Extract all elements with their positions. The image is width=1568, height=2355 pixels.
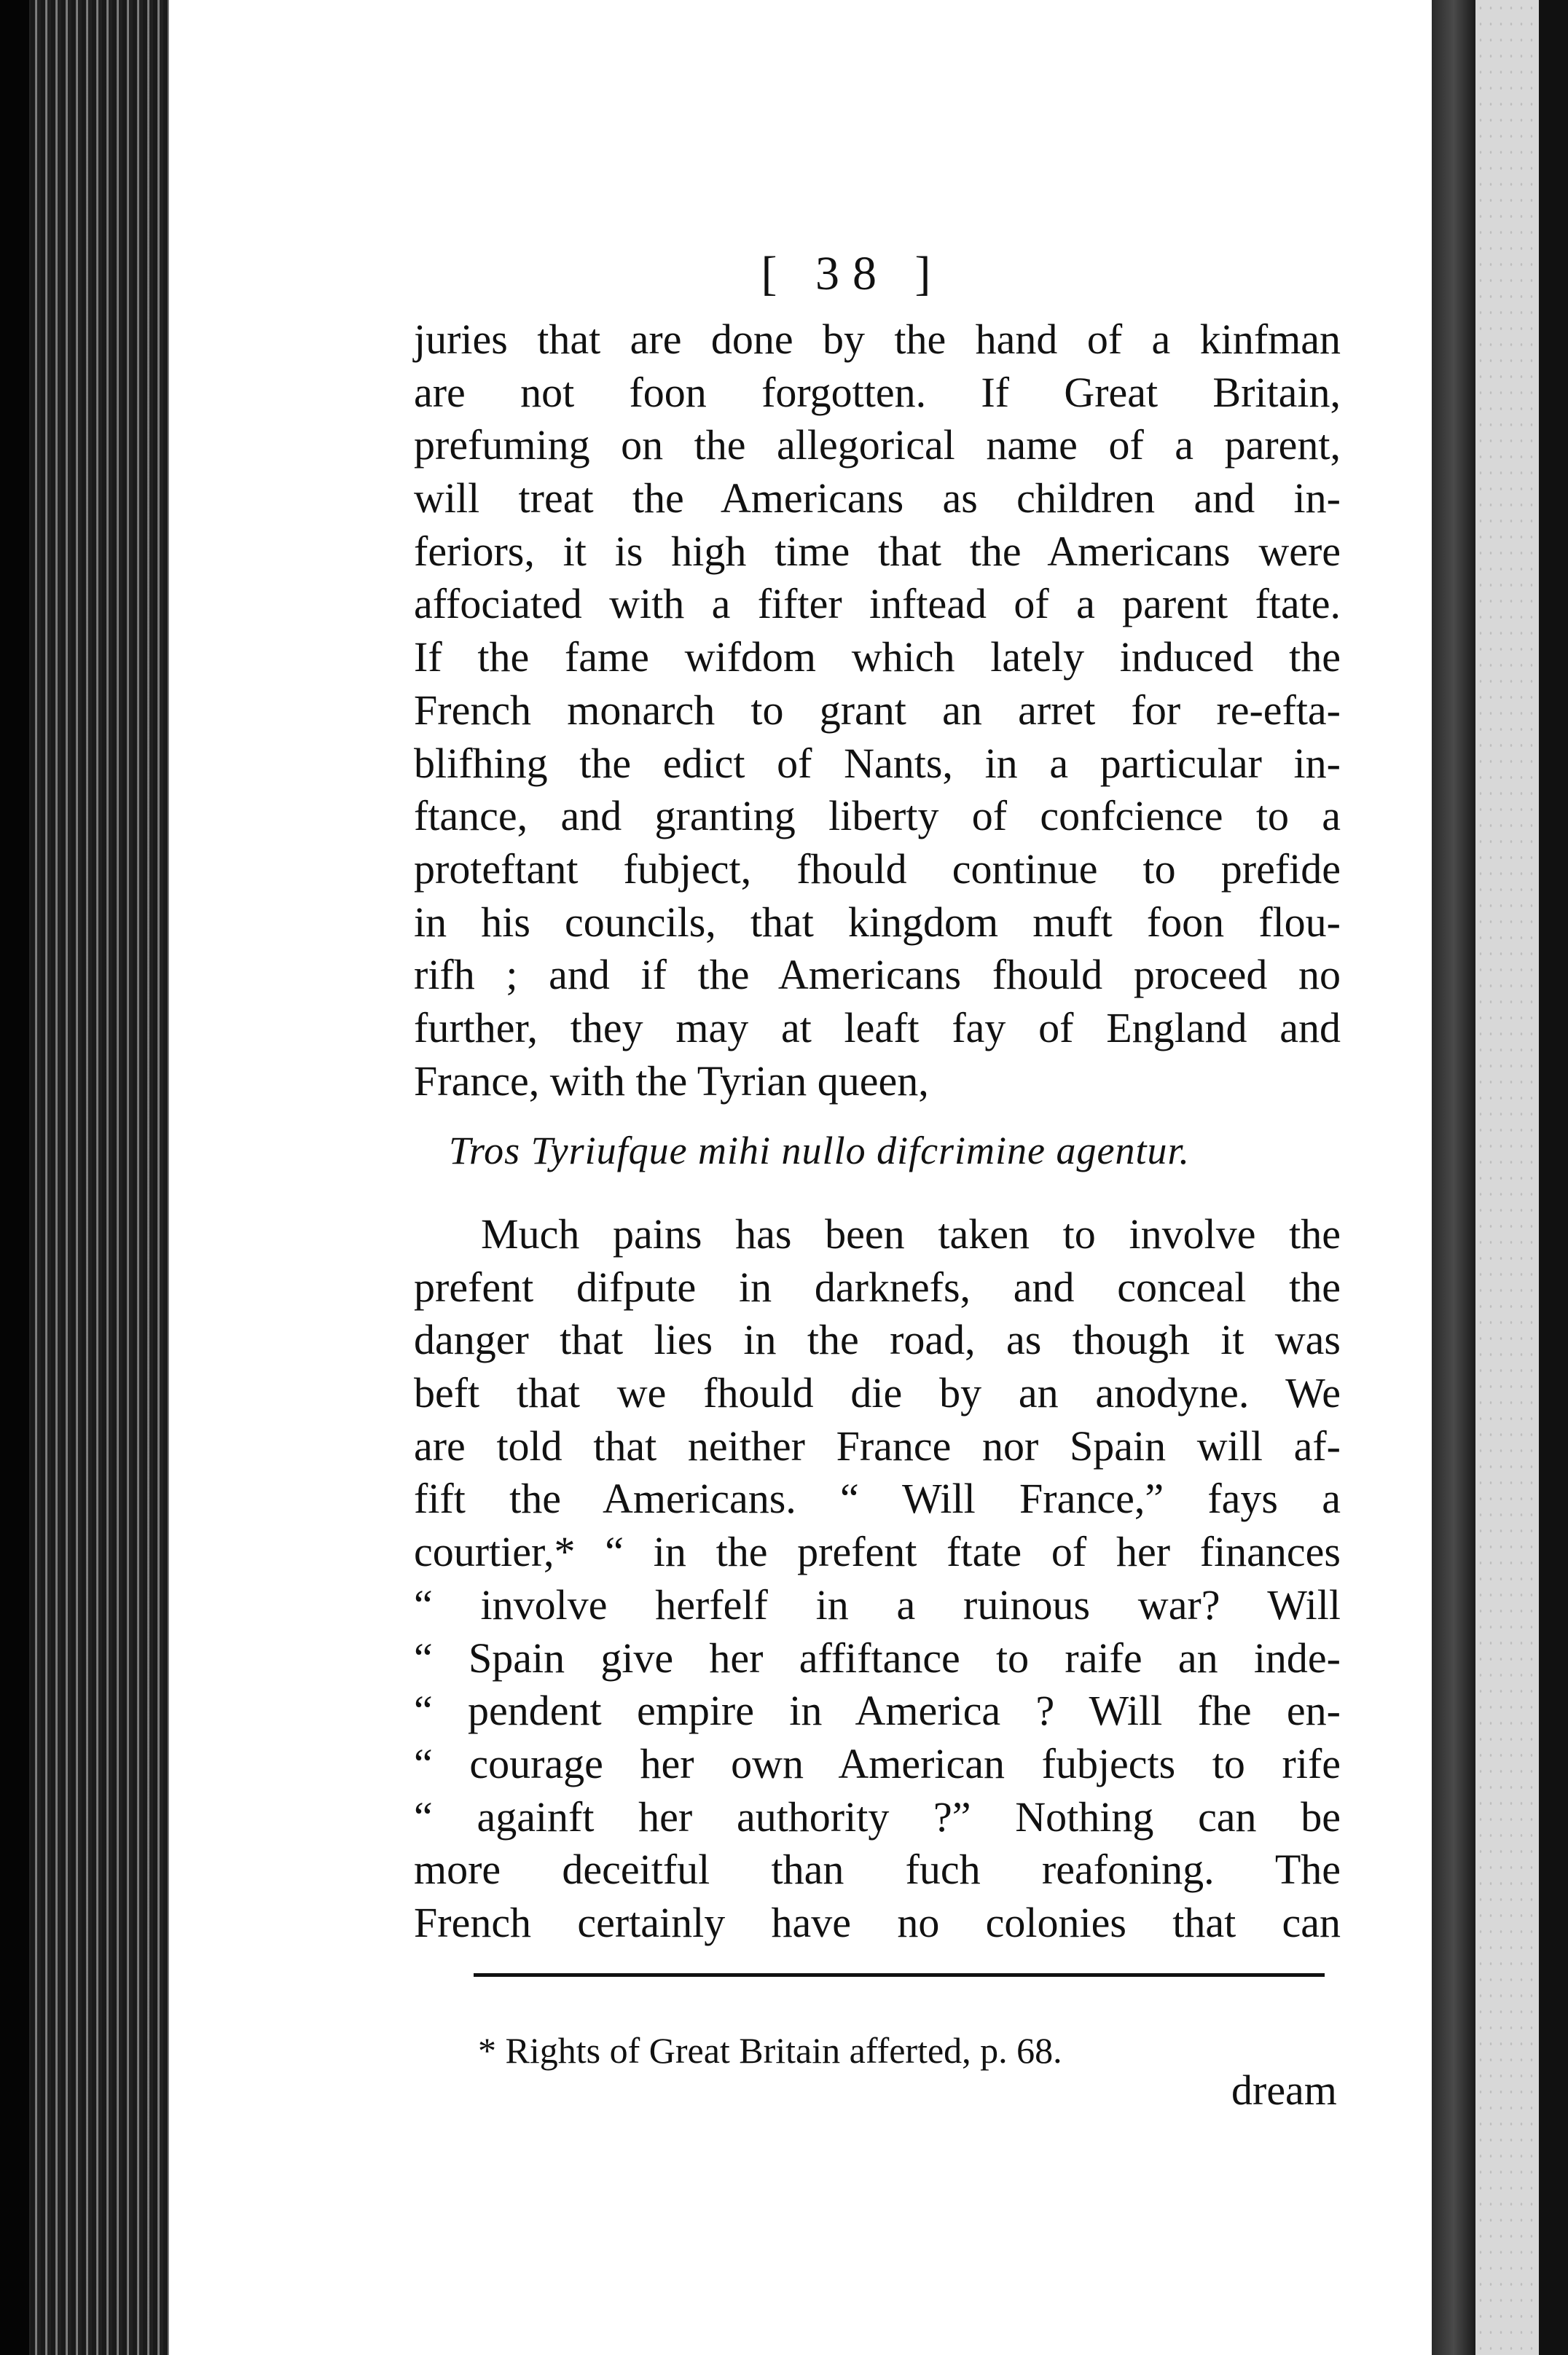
scan-border-right — [1539, 0, 1568, 2355]
paragraph-1 — [414, 313, 1341, 1108]
text-line: fift the Americans. “ Will France,” fays a — [414, 1475, 1341, 1523]
text-line: are not foon forgotten. If Great Britain, — [414, 368, 1341, 416]
text-line: France, with the Tyrian queen, — [414, 1057, 929, 1105]
scan-border-left — [0, 0, 29, 2355]
footnote-rule — [474, 1973, 1325, 1977]
text-line: courtier,* “ in the prefent ftate of her finances — [414, 1528, 1341, 1576]
text-line: ftance, and granting liberty of confcience to a — [414, 792, 1341, 840]
text-line: “ courage her own American fubjects to rife — [414, 1739, 1341, 1787]
text-line: French monarch to grant an arret for re-efta- — [414, 686, 1341, 734]
text-line: rifh ; and if the Americans fhould proceed no — [414, 951, 1341, 999]
text-line: “ pendent empire in America ? Will fhe en- — [414, 1687, 1341, 1735]
paragraph-2 — [414, 1208, 1341, 1950]
text-line: “ involve herfelf in a ruinous war? Will — [414, 1580, 1341, 1629]
text-line: juries that are done by the hand of a kinfman — [414, 316, 1341, 363]
catchword: dream — [1231, 2066, 1337, 2114]
latin-quotation: Tros Tyriufque mihi nullo difcrimine agentur. — [449, 1129, 1191, 1172]
text-line: prefuming on the allegorical name of a parent, — [414, 421, 1341, 469]
book-gutter — [1432, 0, 1475, 2355]
text-line: “ Spain give her affiftance to raife an inde- — [414, 1634, 1341, 1682]
text-line: danger that lies in the road, as though it was — [414, 1316, 1341, 1364]
book-page-edges — [0, 0, 171, 2355]
text-line: beft that we fhould die by an anodyne. We — [414, 1369, 1341, 1417]
text-line: further, they may at leaft fay of England and — [414, 1003, 1341, 1051]
text-line: are told that neither France nor Spain will af- — [414, 1422, 1341, 1470]
text-line: proteftant fubject, fhould continue to prefide — [414, 845, 1341, 893]
text-line: blifhing the edict of Nants, in a particular in- — [414, 739, 1341, 787]
text-line: feriors, it is high time that the Americans were — [414, 527, 1341, 575]
text-line: French certainly have no colonies that can — [414, 1898, 1341, 1946]
text-line: more deceitful than fuch reafoning. The — [414, 1846, 1341, 1894]
footnote: * Rights of Great Britain afferted, p. 68. — [478, 2030, 1062, 2071]
text-line: prefent difpute in darknefs, and conceal the — [414, 1263, 1341, 1311]
text-line: “ againft her authority ?” Nothing can be — [414, 1792, 1341, 1841]
text-line: in his councils, that kingdom muft foon flou- — [414, 898, 1341, 946]
text-line: Much pains has been taken to involve the — [481, 1210, 1341, 1258]
text-line: If the fame wifdom which lately induced the — [414, 633, 1341, 681]
facing-page-edge — [1475, 0, 1568, 2355]
page-number: [ 38 ] — [761, 247, 944, 300]
text-line: will treat the Americans as children and in- — [414, 474, 1341, 522]
text-line: affociated with a fifter inftead of a parent ftate. — [414, 580, 1341, 628]
